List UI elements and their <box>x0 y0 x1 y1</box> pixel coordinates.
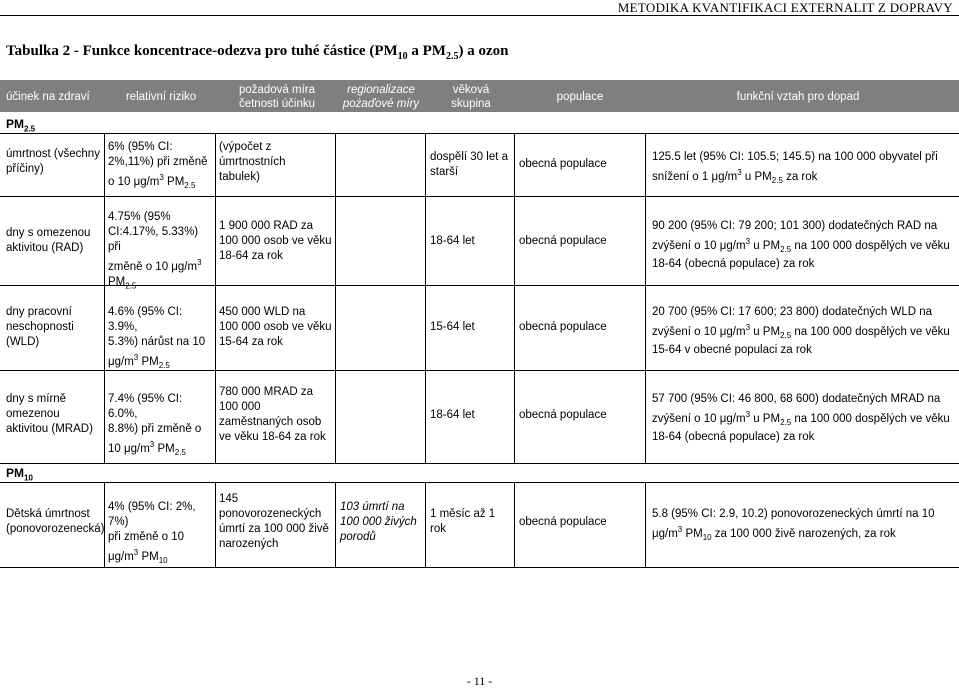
header-function: funkční vztah pro dopad <box>736 91 860 103</box>
col-divider <box>215 482 216 567</box>
cell-function: 20 700 (95% CI: 17 600; 23 800) dodatečných WLD na zvýšení o 10 $\mu g/m^3$ u $PM_{2.5}$ na 100 000 dospělých ve věku 15-64 v obecné populaci za rok <box>652 306 950 357</box>
running-header: METODIKA KVANTIFIKACI EXTERNALIT Z DOPRAVY <box>617 0 953 15</box>
col-divider <box>335 133 336 463</box>
header-population: populace <box>556 91 604 103</box>
col-divider <box>645 482 646 567</box>
cell-population: obecná populace <box>519 158 607 170</box>
header-base-rate: požadová míra četnosti účinku <box>238 84 316 110</box>
table-title: Tabulka 2 - Funkce koncentrace-odezva pro tuhé částice ($PM_{10}$ a $PM_{2.5}$) a ozon <box>6 43 509 62</box>
cell-base-rate: 780 000 MRAD za 100 000 zaměstnaných osob ve věku 18-64 za rok <box>219 386 326 443</box>
row-divider <box>0 370 959 371</box>
col-divider <box>514 482 515 567</box>
cell-age-group: 18-64 let <box>430 235 475 247</box>
cell-relative-risk: 4% (95% CI: 2%, 7%) při změně o 10 $\mu g/m^3$ $PM_{10}$ <box>108 501 196 566</box>
cell-effect: úmrtnost (všechny příčiny) <box>6 148 100 175</box>
row-divider <box>0 463 959 464</box>
section-pm25: $PM_{2.5}$ <box>6 117 36 134</box>
cell-function: 5.8 (95% CI: 2.9, 10.2) ponovorozeneckých úmrtí na 10 $\mu g/m^3$ $PM_{10}$ za 100 000 živě narozených, za rok <box>652 508 935 543</box>
header-effect: účinek na zdraví <box>6 91 90 103</box>
cell-relative-risk: 4.6% (95% CI: 3.9%, 5.3%) nárůst na 10 $\mu g/m^3$ $PM_{2.5}$ <box>108 306 206 371</box>
cell-population: obecná populace <box>519 409 607 421</box>
cell-effect: dny s mírně omezenou aktivitou (MRAD) <box>6 393 93 435</box>
cell-effect: Dětská úmrtnost (ponovorozenecká) <box>6 508 105 535</box>
cell-base-rate: 1 900 000 RAD za 100 000 osob ve věku 18-64 za rok <box>219 220 332 262</box>
header-relative-risk: relativní riziko <box>125 91 197 103</box>
col-divider <box>104 482 105 567</box>
col-divider <box>425 133 426 463</box>
cell-function: 125.5 let (95% CI: 105.5; 145.5) na 100 000 obyvatel při snížení o 1 $\mu g/m^3$ u $PM_{2.5}$ za rok <box>652 151 938 186</box>
header-rule <box>0 15 959 16</box>
cell-base-rate: 450 000 WLD na 100 000 osob ve věku 15-64 za rok <box>219 306 332 348</box>
cell-base-rate: 145 ponovorozeneckých úmrtí za 100 000 živě narozených <box>219 493 329 550</box>
cell-population: obecná populace <box>519 516 607 528</box>
col-divider <box>104 133 105 463</box>
cell-population: obecná populace <box>519 321 607 333</box>
cell-relative-risk: 4.75% (95% CI:4.17%, 5.33%) při změně o 10 $\mu g/m^3$ $PM_{2.5}$ <box>108 211 202 291</box>
cell-population: obecná populace <box>519 235 607 247</box>
row-divider <box>0 567 959 568</box>
cell-regionalization: 103 úmrtí na 100 000 živých porodů <box>340 501 417 543</box>
cell-function: 57 700 (95% CI: 46 800, 68 600) dodatečných MRAD na zvýšení o 10 $\mu g/m^3$ u $PM_{2.5}$ na 100 000 dospělých ve věku 18-64 (obecná populace) za rok <box>652 393 950 444</box>
cell-base-rate: (výpočet z úmrtnostních tabulek) <box>219 141 286 183</box>
page-number: - 11 - <box>466 674 493 688</box>
cell-relative-risk: 6% (95% CI: 2%,11%) při změně o 10 $\mu g/m^3$ $PM_{2.5}$ <box>108 141 208 191</box>
col-divider <box>514 133 515 463</box>
cell-age-group: dospělí 30 let a starší <box>430 151 509 178</box>
row-divider <box>0 196 959 197</box>
cell-age-group: 15-64 let <box>430 321 475 333</box>
cell-relative-risk: 7.4% (95% CI: 6.0%, 8.8%) při změně o 10 $\mu g/m^3$ $PM_{2.5}$ <box>108 393 202 458</box>
header-regionalization: regionalizace pożaďové míry <box>342 84 420 110</box>
col-divider <box>215 133 216 463</box>
section-pm10: $PM_{10}$ <box>6 466 33 483</box>
cell-age-group: 1 měsíc až 1 rok <box>430 508 496 535</box>
cell-effect: dny s omezenou aktivitou (RAD) <box>6 227 91 254</box>
col-divider <box>335 482 336 567</box>
col-divider <box>425 482 426 567</box>
row-divider <box>0 285 959 286</box>
row-divider <box>0 482 959 483</box>
col-divider <box>645 133 646 463</box>
cell-function: 90 200 (95% CI: 79 200; 101 300) dodatečných RAD na zvýšení o 10 $\mu g/m^3$ u $PM_{2.5}$ na 100 000 dospělých ve věku 18-64 (obecná populace) za rok <box>652 220 950 271</box>
header-age-group: věková skupina <box>451 84 491 110</box>
cell-age-group: 18-64 let <box>430 409 475 421</box>
row-divider <box>0 133 959 134</box>
cell-effect: dny pracovní neschopnosti (WLD) <box>6 306 74 348</box>
